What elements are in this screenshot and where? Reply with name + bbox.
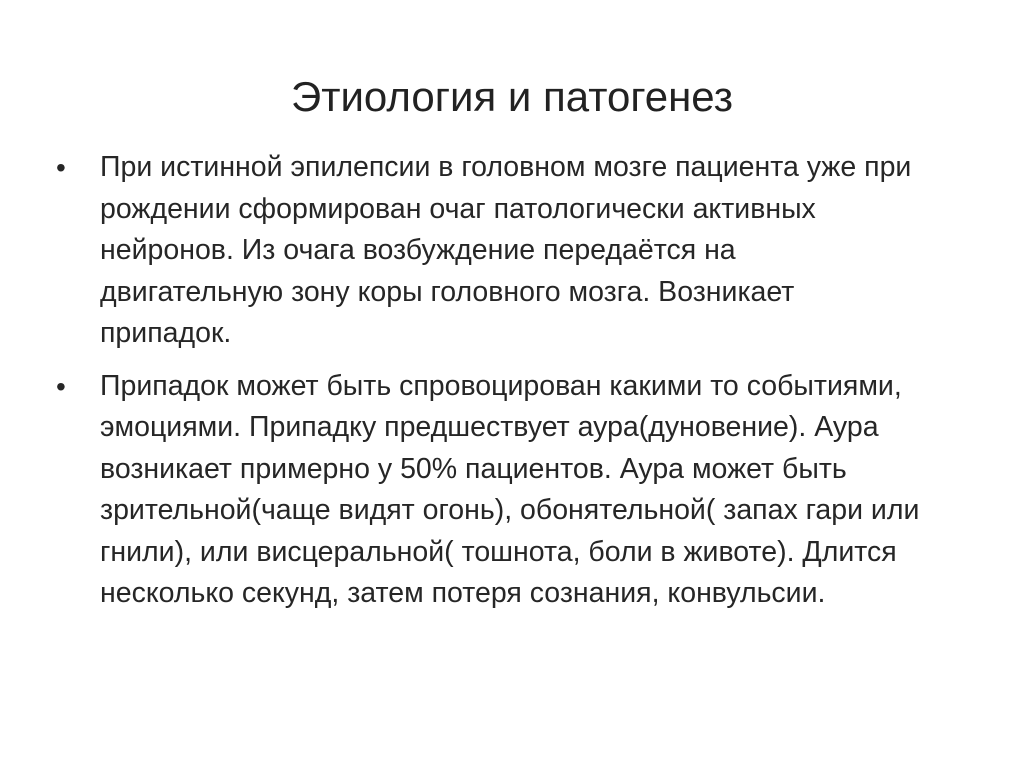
bullet-item-1 <box>56 147 926 355</box>
bullet-dot-icon: • <box>56 152 66 183</box>
bullet-dot-icon: • <box>56 370 66 402</box>
bullet-list <box>56 147 926 615</box>
slide-title: Этиология и патогенез <box>291 73 733 120</box>
bullet-text-2: Припадок может быть спровоцирован какими то событиями, эмоциями. Припадку предшествует аура(дуновение). Аура возникает примерно у 50% пациентов. Аура может быть зрительной(чаще видят огонь), обонятельной( запах гари или гнили), или висцеральной( тошнота, боли в животе). Длится несколько секунд, затем потеря сознания, конвульсии. <box>100 369 920 609</box>
bullet-text-1: При истинной эпилепсии в головном мозге пациента уже при рождении сформирован очаг патологически активных нейронов. Из очага возбуждение передаётся на двигательную зону коры головного мозга. Возникает припадок. <box>100 151 912 349</box>
bullet-item-2 <box>56 366 926 615</box>
